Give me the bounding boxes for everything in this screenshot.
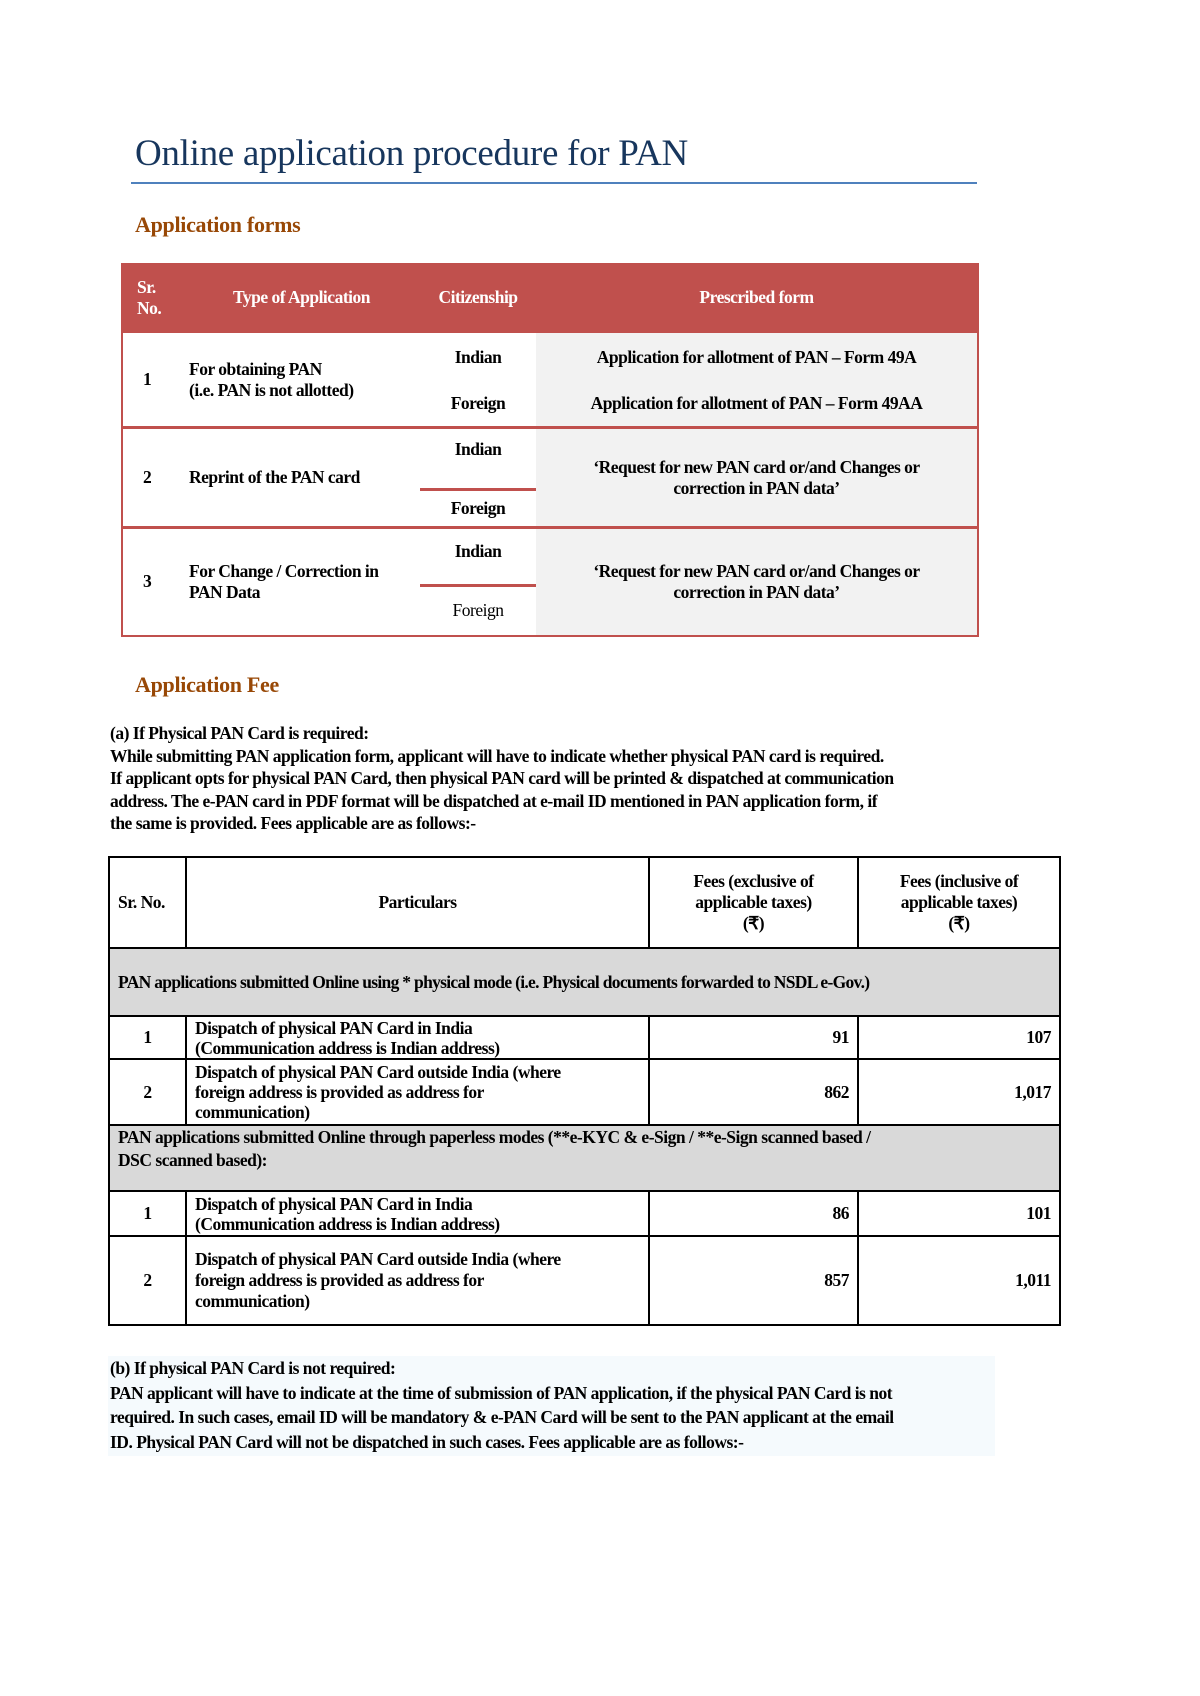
paragraph-line: If applicant opts for physical PAN Card, then physical PAN card will be printed & dispatched at communication: [110, 768, 894, 788]
line: communication): [195, 1291, 310, 1311]
section-row: [109, 948, 1060, 1016]
header-type: Type of Application: [183, 264, 420, 332]
paragraph-line: the same is provided. Fees applicable are as follows:-: [110, 813, 476, 833]
sr-no: 1: [109, 1191, 186, 1236]
prescribed-form: [536, 428, 978, 528]
rupee-icon: (₹): [948, 913, 970, 933]
section-row: [109, 1125, 1060, 1191]
citizenship: Foreign: [450, 393, 506, 414]
type-of-application: [183, 528, 420, 636]
line: Dispatch of physical PAN Card in India: [195, 1017, 473, 1038]
sr-no: 3: [122, 528, 183, 636]
line: foreign address is provided as address for: [195, 1082, 484, 1102]
header-line: applicable taxes): [900, 892, 1018, 912]
type-line: For Change / Correction in: [189, 560, 379, 581]
rupee-icon: (₹): [742, 913, 765, 933]
application-forms-table: [121, 263, 979, 637]
form-line: correction in PAN data’: [673, 477, 840, 498]
prescribed-form: Application for allotment of PAN – Form 49AA: [536, 382, 978, 428]
fee-exclusive: 857: [649, 1236, 858, 1325]
prescribed-form: [536, 528, 978, 636]
table-row: [122, 528, 978, 586]
paragraph-line: address. The e-PAN card in PDF format will be dispatched at e-mail ID mentioned in PAN application form, if: [110, 790, 878, 811]
paragraph-heading: (a) If Physical PAN Card is required:: [110, 723, 369, 743]
citizenship: Foreign: [420, 586, 536, 636]
fee-exclusive: 86: [649, 1191, 858, 1236]
paragraph-line: While submitting PAN application form, applicant will have to indicate whether physical PAN card is required.: [110, 745, 884, 766]
citizenship: Indian: [420, 428, 536, 490]
type-line: (i.e. PAN is not allotted): [189, 379, 354, 400]
fee-inclusive: 107: [858, 1016, 1060, 1059]
application-fee-heading: Application Fee: [135, 672, 279, 697]
line: Dispatch of physical PAN Card outside India (where: [195, 1249, 561, 1269]
particulars: [186, 1016, 649, 1059]
line: communication): [195, 1102, 310, 1122]
form-line: correction in PAN data’: [673, 581, 840, 602]
header-line: Fees (inclusive of: [899, 871, 1019, 891]
table-row: [109, 1191, 1060, 1236]
header-prescribed-form: Prescribed form: [536, 264, 978, 332]
fee-table: [108, 856, 1061, 1326]
citizenship: Indian: [420, 332, 536, 382]
header-citizenship: Citizenship: [420, 264, 536, 332]
application-forms-heading: Application forms: [135, 212, 301, 237]
line: Dispatch of physical PAN Card outside India (where: [195, 1062, 561, 1082]
header-sr-no: Sr. No.: [122, 264, 183, 332]
paragraph-line: required. In such cases, email ID will be mandatory & e-PAN Card will be sent to the PAN applicant at the email: [110, 1407, 894, 1427]
form-line: ‘Request for new PAN card or/and Changes or: [593, 560, 920, 581]
header-fees-exclusive: [649, 857, 858, 948]
prescribed-form: Application for allotment of PAN – Form 49A: [536, 332, 978, 382]
line: (Communication address is Indian address): [195, 1037, 500, 1058]
header-line: applicable taxes): [695, 892, 812, 912]
header-fees-inclusive: [858, 857, 1060, 948]
sr-no: 1: [109, 1016, 186, 1059]
type-of-application: [183, 332, 420, 428]
section-physical-mode: PAN applications submitted Online using * physical mode (i.e. Physical documents forwarded to NSDL e-Gov.): [109, 948, 1060, 1016]
fee-exclusive: 91: [649, 1016, 858, 1059]
no-physical-pan-paragraph: [108, 1356, 995, 1456]
fee-inclusive: 1,011: [858, 1236, 1060, 1325]
table-row: [122, 332, 978, 382]
line: Dispatch of physical PAN Card in India: [195, 1193, 473, 1214]
table-header-row: [122, 264, 978, 332]
table-header-row: [109, 857, 1060, 948]
particulars: [186, 1236, 649, 1325]
table-row: [109, 1016, 1060, 1059]
table-row: [122, 428, 978, 490]
sr-no: 1: [122, 332, 183, 428]
sr-no: 2: [109, 1059, 186, 1125]
form-line: ‘Request for new PAN card or/and Changes or: [593, 456, 920, 477]
sr-no: 2: [122, 428, 183, 528]
fee-inclusive: 1,017: [858, 1059, 1060, 1125]
line: DSC scanned based):: [118, 1150, 267, 1170]
table-row: [109, 1236, 1060, 1325]
type-line: For obtaining PAN: [189, 358, 322, 379]
header-particulars: Particulars: [186, 857, 649, 948]
type-line: PAN Data: [189, 581, 261, 602]
particulars: [186, 1059, 649, 1125]
particulars: [186, 1191, 649, 1236]
line: foreign address is provided as address for: [195, 1270, 484, 1290]
sr-no: 2: [109, 1236, 186, 1325]
header-line: Fees (exclusive of: [693, 871, 814, 891]
paragraph-heading: (b) If physical PAN Card is not required:: [110, 1358, 396, 1378]
citizenship: Foreign: [420, 490, 536, 528]
paragraph-line: PAN applicant will have to indicate at the time of submission of PAN application, if the physical PAN Card is not: [110, 1382, 893, 1403]
header-sr-no: Sr. No.: [109, 857, 186, 948]
fee-exclusive: 862: [649, 1059, 858, 1125]
line: (Communication address is Indian address): [195, 1213, 500, 1234]
title-underline: [131, 182, 977, 184]
table-row: [109, 1059, 1060, 1125]
paragraph-line: ID. Physical PAN Card will not be dispatched in such cases. Fees applicable are as follows:-: [110, 1431, 744, 1452]
section-paperless-mode: [109, 1125, 1060, 1191]
page-title: Online application procedure for PAN: [135, 133, 688, 174]
type-of-application: Reprint of the PAN card: [183, 428, 420, 528]
physical-pan-paragraph: [110, 722, 1010, 835]
line: PAN applications submitted Online through paperless modes (**e-KYC & e-Sign / **e-Sign scanned based /: [118, 1127, 871, 1147]
fee-inclusive: 101: [858, 1191, 1060, 1236]
citizenship: Indian: [420, 528, 536, 586]
